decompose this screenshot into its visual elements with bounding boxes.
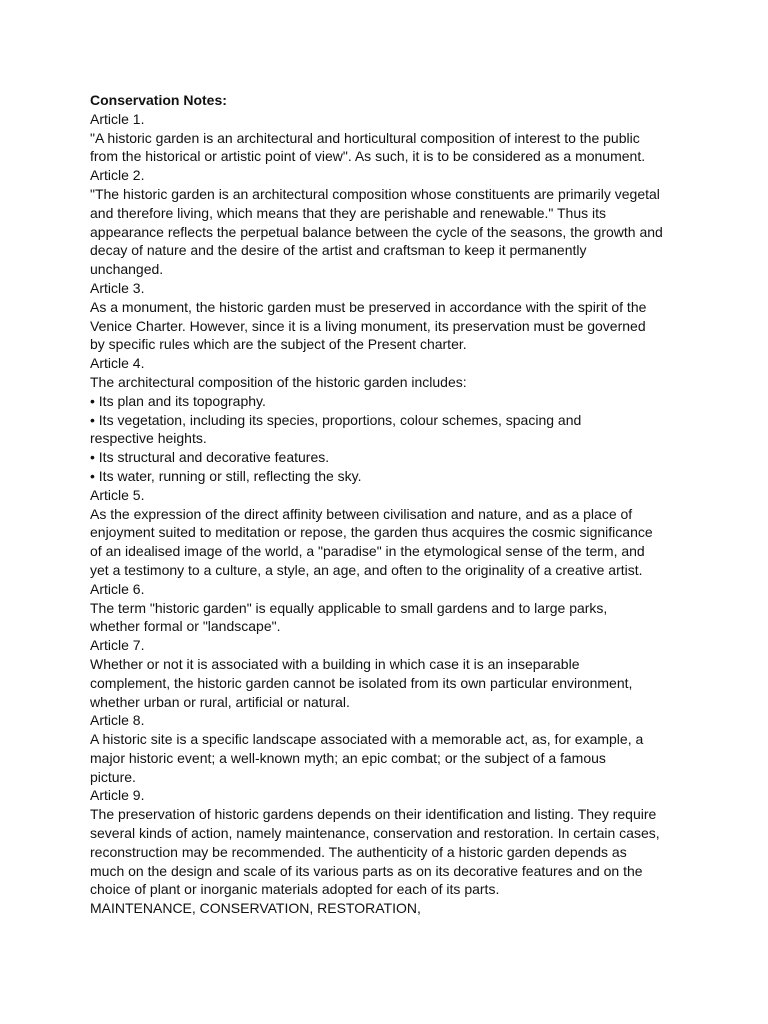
text-line: respective heights. bbox=[90, 430, 207, 447]
document-heading: Conservation Notes: bbox=[90, 92, 227, 108]
text-line: Venice Charter. However, since it is a living monument, its preservation must be governed bbox=[90, 317, 646, 334]
text-line: appearance reflects the perpetual balance between the cycle of the seasons, the growth and bbox=[90, 223, 663, 240]
article-number: Article 1. bbox=[90, 110, 145, 127]
text-line: • Its structural and decorative features. bbox=[90, 449, 330, 466]
text-line: much on the design and scale of its various parts as on its decorative features and on the bbox=[90, 862, 643, 879]
text-line: • Its vegetation, including its species, proportions, colour schemes, spacing and bbox=[90, 411, 582, 428]
text-line: decay of nature and the desire of the artist and craftsman to keep it permanently bbox=[90, 242, 587, 259]
text-line: yet a testimony to a culture, a style, an age, and often to the originality of a creative artist. bbox=[90, 561, 643, 578]
text-line: picture. bbox=[90, 768, 136, 785]
text-line: A historic site is a specific landscape associated with a memorable act, as, for example, a bbox=[90, 731, 644, 748]
article-number: Article 3. bbox=[90, 279, 145, 296]
text-line: and therefore living, which means that they are perishable and renewable." Thus its bbox=[90, 204, 607, 221]
text-line: As the expression of the direct affinity between civilisation and nature, and as a place of bbox=[90, 505, 633, 522]
text-line: enjoyment suited to meditation or repose, the garden thus acquires the cosmic significance bbox=[90, 524, 653, 541]
text-line: "The historic garden is an architectural composition whose constituents are primarily vegetal bbox=[90, 185, 660, 202]
text-line: several kinds of action, namely maintenance, conservation and restoration. In certain cases, bbox=[90, 825, 660, 842]
text-line: by specific rules which are the subject of the Present charter. bbox=[90, 336, 467, 353]
document-body bbox=[90, 110, 670, 918]
text-line: MAINTENANCE, CONSERVATION, RESTORATION, bbox=[90, 900, 421, 917]
text-line: major historic event; a well-known myth; an epic combat; or the subject of a famous bbox=[90, 749, 606, 766]
text-line: The preservation of historic gardens depends on their identification and listing. They require bbox=[90, 806, 657, 823]
text-line: The architectural composition of the historic garden includes: bbox=[90, 373, 467, 390]
text-line: • Its plan and its topography. bbox=[90, 392, 266, 409]
text-line: The term "historic garden" is equally applicable to small gardens and to large parks, bbox=[90, 599, 608, 616]
text-line: from the historical or artistic point of view". As such, it is to be considered as a monument. bbox=[90, 148, 646, 165]
article-number: Article 8. bbox=[90, 712, 145, 729]
text-line: As a monument, the historic garden must be preserved in accordance with the spirit of the bbox=[90, 298, 647, 315]
text-line: reconstruction may be recommended. The authenticity of a historic garden depends as bbox=[90, 843, 627, 860]
article-number: Article 6. bbox=[90, 580, 145, 597]
article-number: Article 5. bbox=[90, 486, 145, 503]
document-page bbox=[90, 91, 670, 918]
article-number: Article 4. bbox=[90, 355, 145, 372]
text-line: of an idealised image of the world, a "paradise" in the etymological sense of the term, and bbox=[90, 543, 645, 560]
text-line: choice of plant or inorganic materials adopted for each of its parts. bbox=[90, 881, 500, 898]
article-number: Article 7. bbox=[90, 637, 145, 654]
text-line: • Its water, running or still, reflecting the sky. bbox=[90, 467, 362, 484]
text-line: whether urban or rural, artificial or natural. bbox=[90, 693, 350, 710]
text-line: complement, the historic garden cannot be isolated from its own particular environment, bbox=[90, 674, 633, 691]
text-line: Whether or not it is associated with a building in which case it is an inseparable bbox=[90, 655, 580, 672]
article-number: Article 2. bbox=[90, 167, 145, 184]
text-line: whether formal or "landscape". bbox=[90, 618, 281, 635]
text-line: "A historic garden is an architectural and horticultural composition of interest to the public bbox=[90, 129, 640, 146]
text-line: unchanged. bbox=[90, 261, 164, 278]
article-number: Article 9. bbox=[90, 787, 145, 804]
